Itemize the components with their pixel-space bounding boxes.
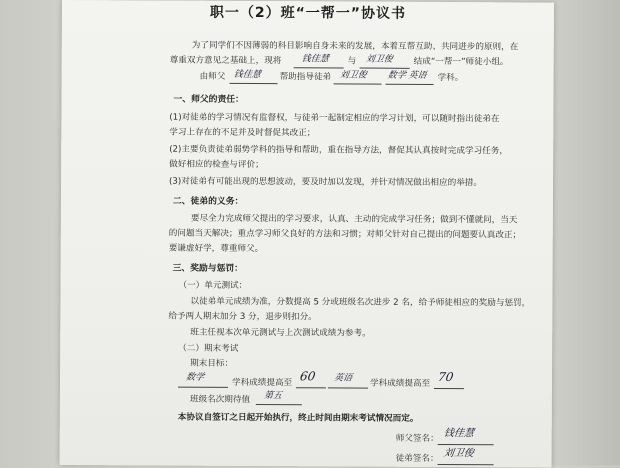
section3-sub1-line-1: 以徒弟单元成绩为准，分数提高 5 分或班级名次进步 2 名，给予师徒相应的奖励与惩罚，	[190, 296, 531, 309]
master-signature-label: 师父签名：	[395, 433, 439, 444]
handwritten-apprentice-signature: 刘卫俊	[442, 448, 475, 460]
section1-line-3: (2)主要负责徒弟弱势学科的指导和帮助，重在指导方法，督促其认真按时完成学习任务，	[169, 144, 508, 157]
intro-line-3b: 帮助指导徒弟	[279, 72, 332, 83]
intro-line-2a: 尊重双方意见之基础上，现将	[169, 55, 282, 67]
section3-sub1-line-2: 给予两人期末加分 3 分，退步则扣分。	[168, 311, 317, 323]
section1-line-1: (1)对徒弟的学习情况有监督权，与徒弟一起制定相应的学习计划，可以随时指出徒弟在	[169, 112, 500, 125]
section2-line-3: 要谦虚好学，尊重师父。	[168, 243, 264, 255]
score-row-label-2: 学科成绩提高至	[369, 378, 431, 389]
intro-line-1: 为了同学们不因薄弱的科目影响自身未来的发展，本着互帮互助、共同进步的原则，在	[191, 40, 519, 53]
section1-line-2: 学习上存在的不足并及时督促其改正；	[169, 127, 316, 139]
intro-line-2c: 结成“一帮一”师徒小组。	[413, 56, 509, 68]
agreement-paper	[60, 0, 554, 468]
section2-line-2: 的问题当天解决；重点学习师父良好的方法和习惯；对师父针对自己提出的问题要认真改正；	[168, 228, 522, 241]
section3-heading: 三、奖励与惩罚：	[172, 263, 244, 274]
handwritten-subjects: 数学 英语	[386, 70, 428, 81]
section3-sub1-line-3: 班主任视本次单元测试与上次测试成绩为参考。	[190, 327, 371, 339]
handwritten-score-2: 70	[437, 369, 455, 385]
handwritten-score-1: 60	[299, 369, 317, 384]
intro-line-3c: 学科。	[437, 72, 464, 84]
final-target-label: 期末目标：	[190, 358, 234, 369]
handwritten-apprentice: 刘卫俊	[364, 54, 394, 65]
section3-sub2: （二）期末考试	[178, 343, 239, 354]
section1-heading: 一、师父的责任：	[173, 94, 244, 105]
handwritten-master-signature: 钱佳慧	[443, 428, 475, 440]
section1-line-4: 做好相应的检查与评价；	[169, 159, 264, 171]
handwritten-master: 钱佳慧	[300, 54, 330, 65]
score-row-label-1: 学科成绩提高至	[231, 377, 293, 389]
section2-line-1: 要尽全力完成师父提出的学习要求，认真、主动的完成学习任务；做到不懂就问，当天	[190, 213, 518, 226]
closing-statement: 本协议自签订之日起开始执行，终止时间由期末考试情况而定。	[177, 412, 419, 424]
background-right	[550, 0, 620, 465]
apprentice-signature-label: 徒弟签名：	[395, 453, 439, 464]
handwritten-master-2: 钱佳慧	[232, 69, 262, 81]
section1-line-5: (3)对徒弟有可能出现的思想波动，要及时加以发现，并针对情况做出相应的举措。	[169, 176, 483, 189]
intro-line-2b: 与	[347, 56, 357, 67]
section2-heading: 二、徒弟的义务：	[172, 196, 244, 207]
handwritten-subject-2: 英语	[333, 373, 353, 384]
section3-sub1: （一）单元测试：	[178, 280, 248, 291]
handwritten-subject-1: 数学	[185, 372, 205, 383]
handwritten-rank: 第五	[263, 391, 283, 402]
intro-line-3a: 由师父	[199, 71, 226, 82]
handwritten-apprentice-2: 刘卫俊	[338, 70, 368, 81]
rank-label: 班级名次期待值	[189, 394, 251, 405]
page-title: 职一（2）班“一帮一”协议书	[209, 4, 407, 22]
